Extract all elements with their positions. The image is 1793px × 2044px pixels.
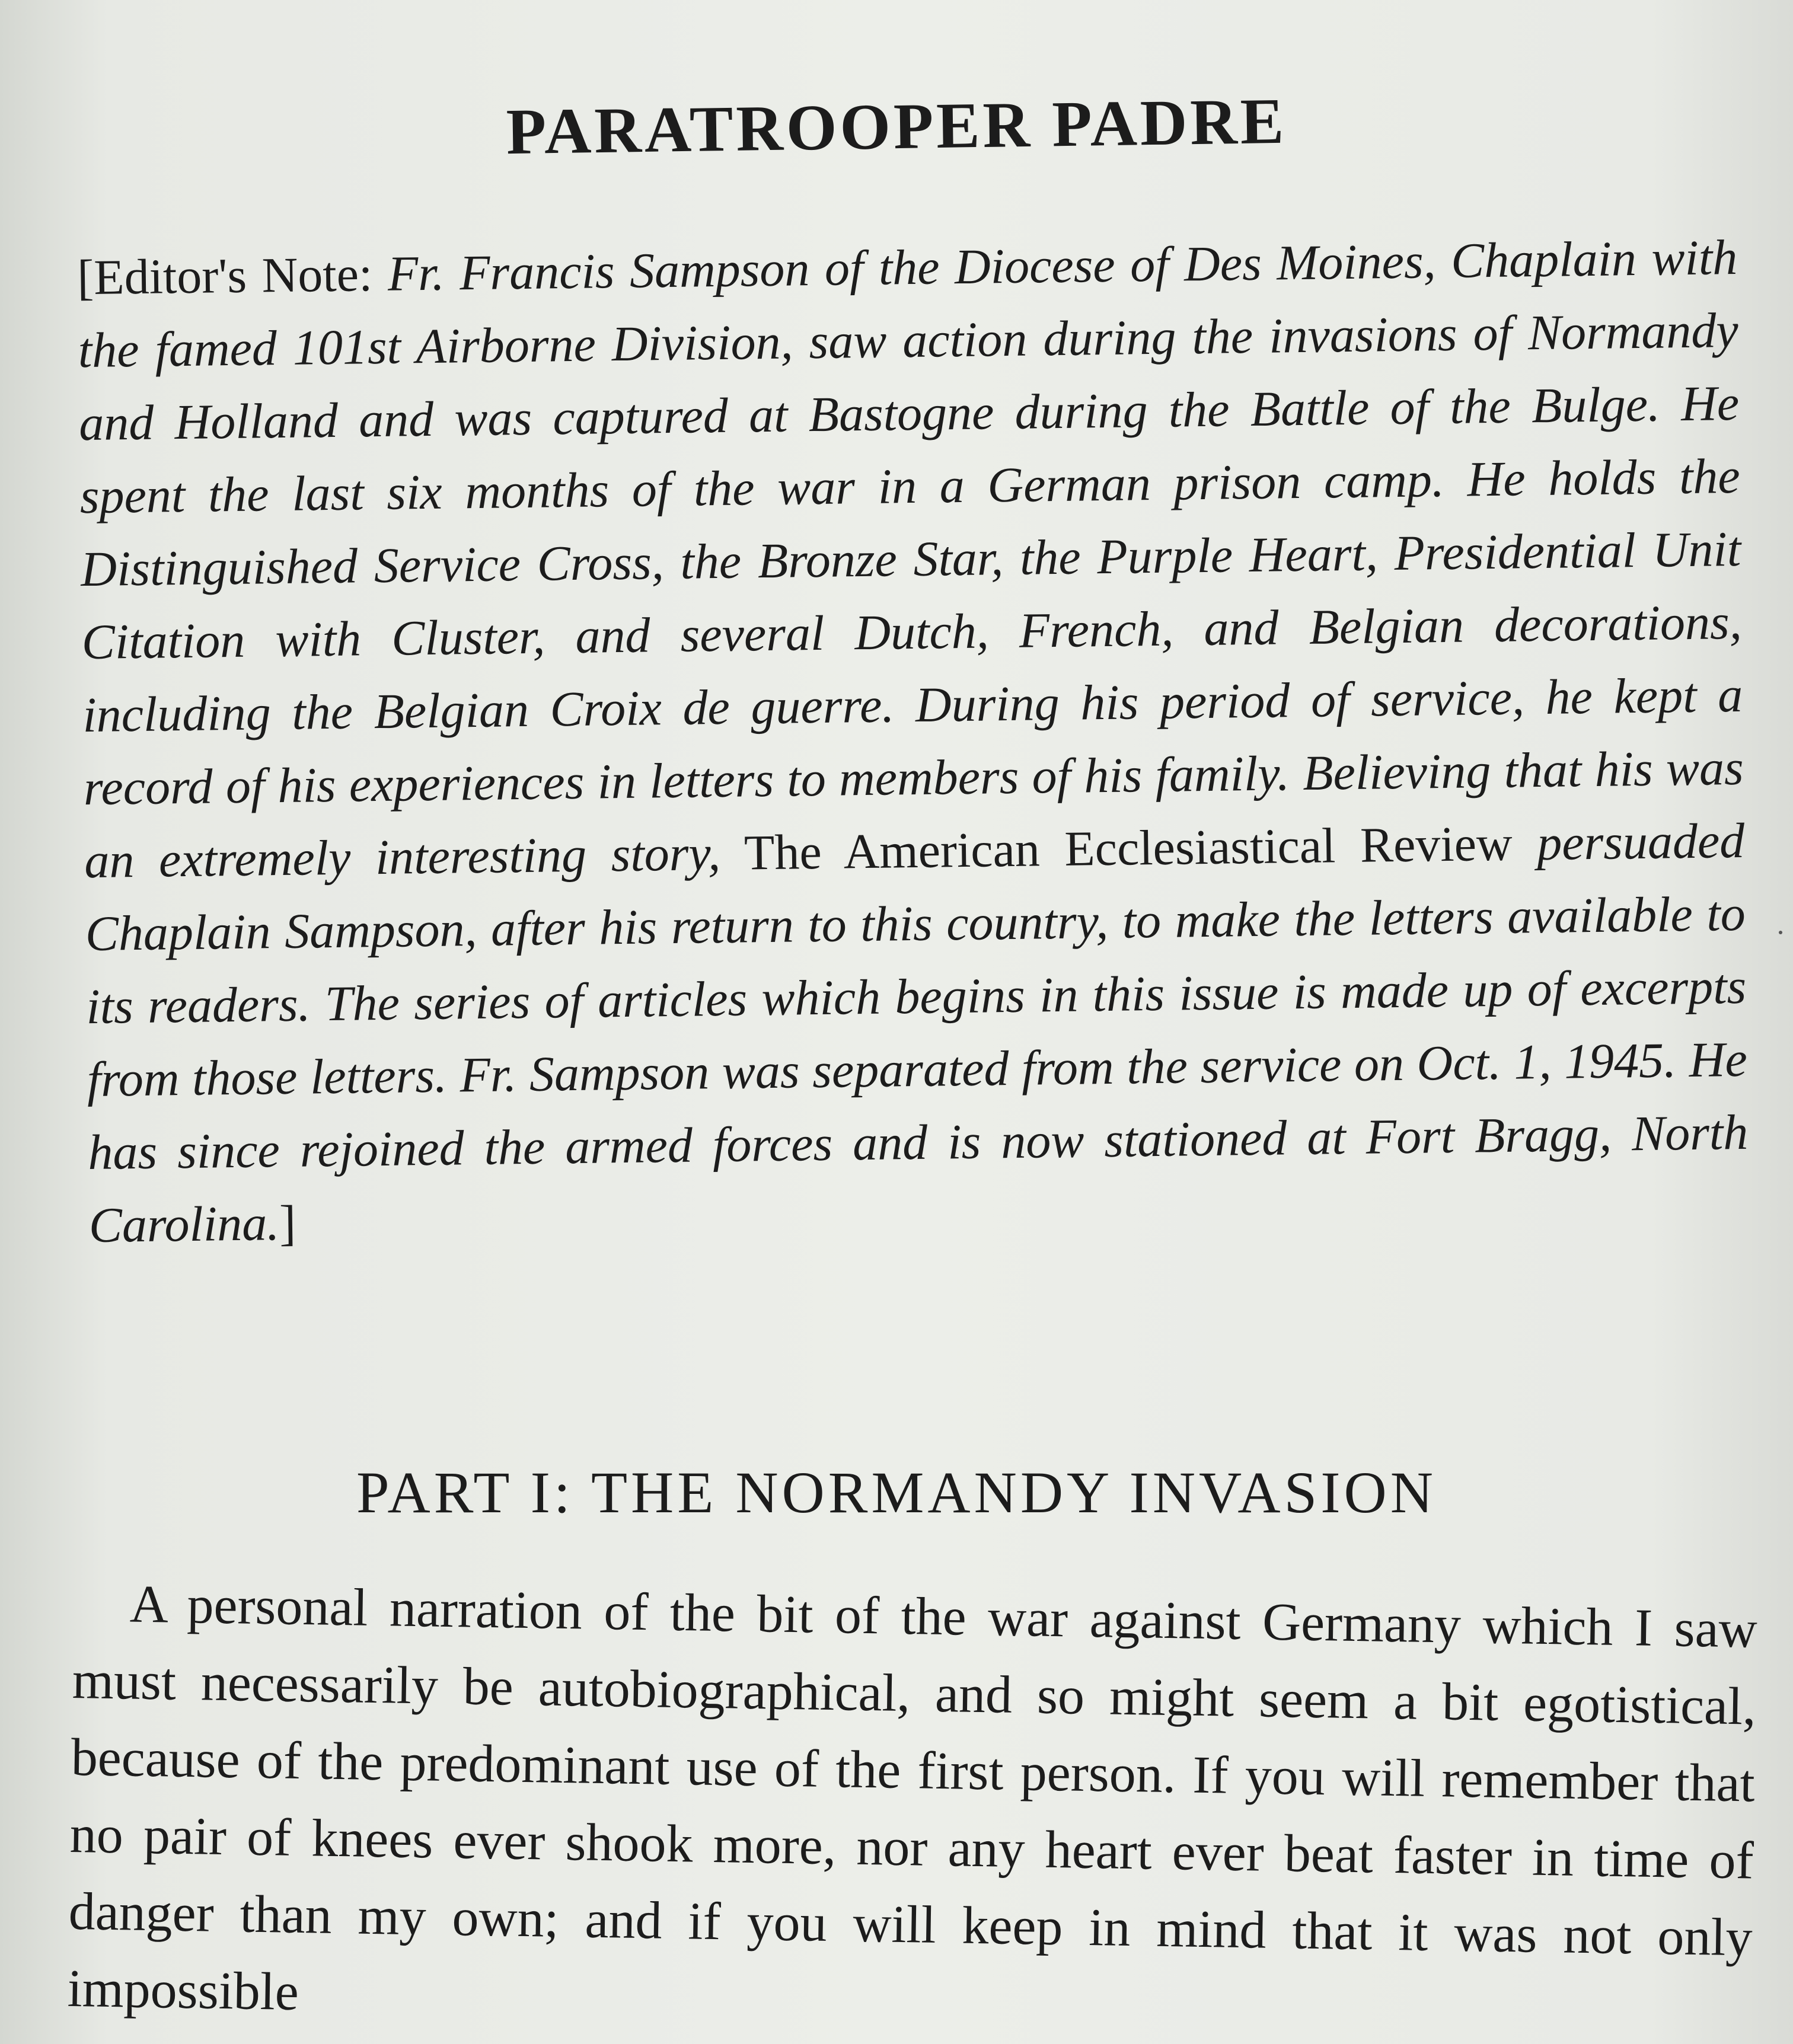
page-speck	[1779, 931, 1782, 934]
editors-note-close: ]	[279, 1195, 296, 1251]
publication-name: The American Ecclesiastical Review	[744, 816, 1513, 881]
body-paragraph: A personal narration of the bit of the war against Germany which I saw must necessarily be autobiographical, and so might seem a bit egotistical, because of the predominant use of the first person. If you will remember that no pair of knees ever shook more, nor any heart ever beat faster in time of danger than my own; and if you will keep in mind that it was not only impossible	[66, 1574, 1758, 2022]
editors-note-text-1: Fr. Francis Sampson of the Diocese of Des Moines, Chaplain with the famed 101st Airborne Division, saw action during the invasions of Normandy and Holland and was captured at Bastogne during the Battle of the Bulge. He spent the last six months of the war in a German prison camp. He holds the Distinguished Service Cross, the Bronze Star, the Purple Heart, Presidential Unit Citation with Cluster, and several Dutch, French, and Belgian decorations, including the Belgian Croix de guerre. During his period of service, he kept a record of his experiences in letters to members of his family. Believing that his was an extremely interesting story,	[78, 229, 1744, 889]
editors-note-label: [Editor's Note:	[76, 246, 388, 306]
section-title: PART I: THE NORMANDY INVASION	[356, 1459, 1437, 1525]
article-title: PARATROOPER PADRE	[506, 84, 1287, 168]
editors-note-text-2: persuaded Chaplain Sampson, after his return to this country, to make the letters available to its readers. The series of articles which begins in this issue is made up of excerpts from those letters. Fr. Sampson was separated from the service on Oct. 1, 1945. He has since rejoined the armed forces and is now stationed at Fort Bragg, North Carolina.	[85, 813, 1749, 1254]
editors-note	[77, 221, 1750, 1262]
